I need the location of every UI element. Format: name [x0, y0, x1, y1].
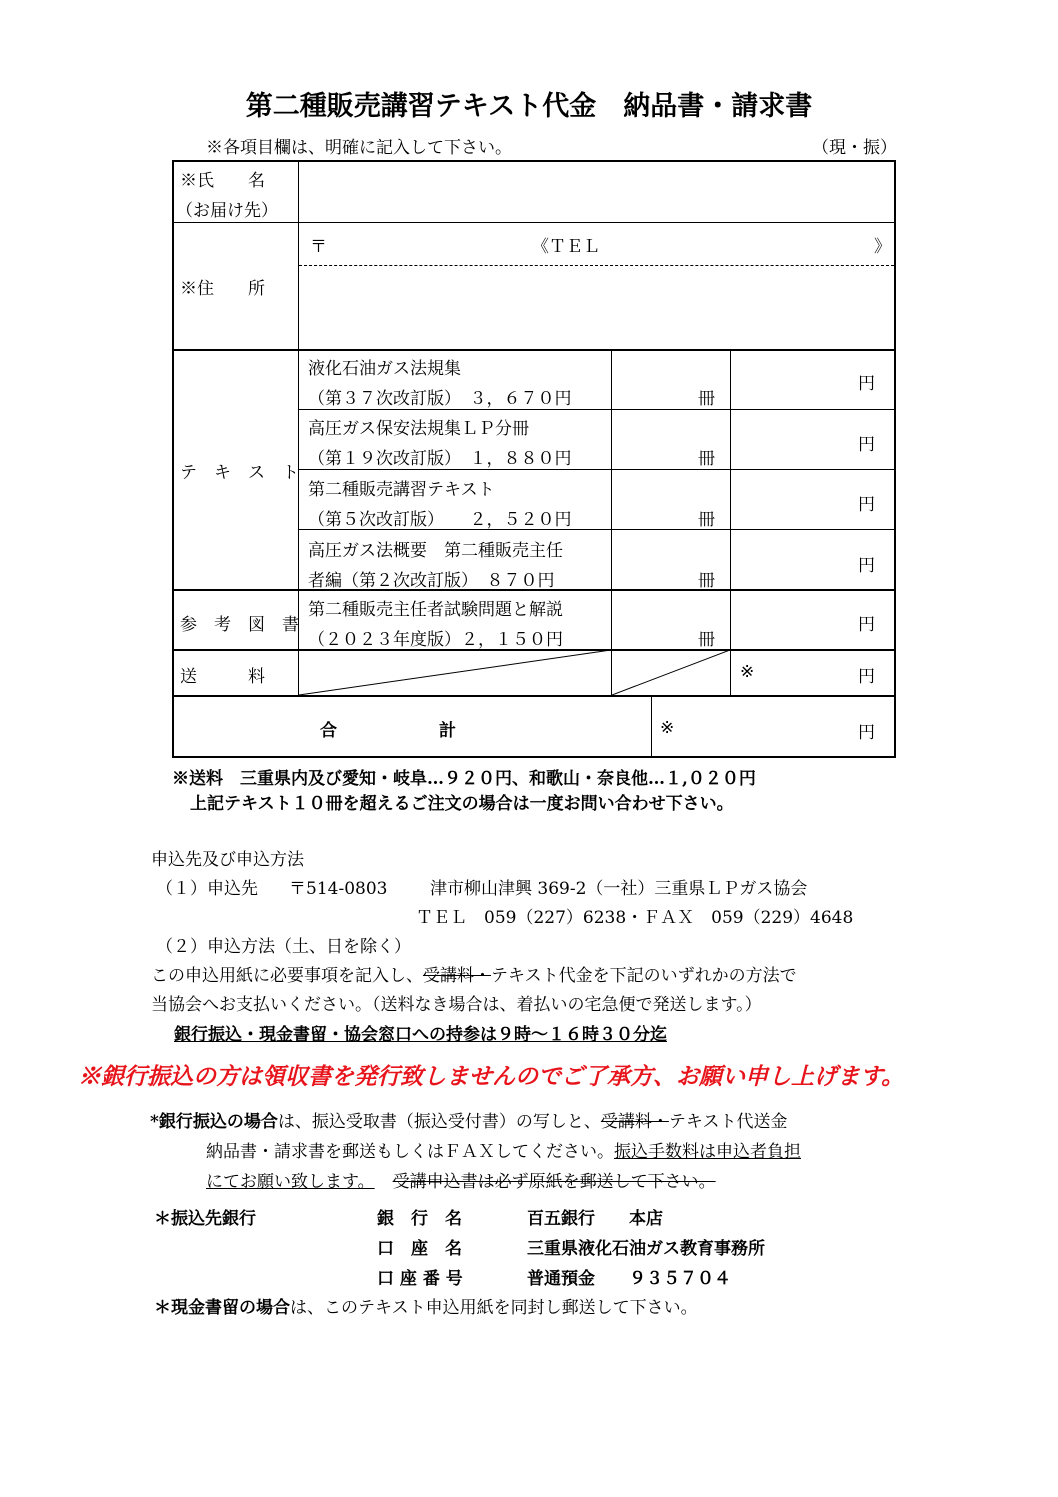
item-4-title: 高圧ガス法概要 第二種販売主任	[308, 541, 563, 561]
instruction-note: ※各項目欄は、明確に記入して下さい。	[206, 138, 512, 158]
bank-transfer-text-b: テキスト代送金	[668, 1112, 788, 1132]
bank-fee-note-end: にてお願い致します。	[206, 1172, 375, 1192]
reference-label: 参 考 図 書	[180, 615, 299, 635]
shipping-note-line1: ※送料 三重県内及び愛知・岐阜…９２０円、和歌山・奈良他…１,０２０円	[172, 769, 756, 789]
shipping-note-line2: 上記テキスト１０冊を超えるご注文の場合は一度お問い合わせ下さい。	[190, 794, 734, 814]
application-method-label: （２）申込方法（土、日を除く）	[156, 937, 411, 957]
bank-fee-note: 振込手数料は申込者負担	[614, 1142, 801, 1162]
application-hours: 銀行振込・現金書留・協会窓口への持参は９時～１６時３０分迄	[174, 1025, 667, 1045]
item-1-qty-unit: 冊	[698, 389, 715, 409]
item-3-title: 第二種販売講習テキスト	[308, 480, 495, 500]
shipping-qty-diagonal	[612, 650, 730, 695]
cash-mail-text: は、このテキスト申込用紙を同封し郵送して下さい。	[290, 1298, 698, 1318]
application-dest-label: （１）申込先	[156, 879, 258, 899]
row-divider	[174, 695, 894, 697]
application-method-line2: 当協会へお支払いください。（送料なき場合は、着払いの宅急便で発送します。）	[151, 995, 762, 1015]
bank-transfer-label: *銀行振込の場合	[150, 1112, 278, 1132]
page-title: 第二種販売講習テキスト代金 納品書・請求書	[245, 91, 813, 122]
item-2-edition: （第１９次改訂版） １，８８０円	[308, 449, 572, 469]
item-3-yen-unit: 円	[858, 495, 875, 515]
item-3-qty-unit: 冊	[698, 510, 715, 530]
item-5-edition: （２０２３年度版）２，１５０円	[308, 630, 563, 650]
row-divider	[298, 469, 894, 470]
order-form	[172, 160, 896, 758]
bank-name-key: 銀 行 名	[377, 1209, 462, 1229]
item-1-title: 液化石油ガス法規集	[308, 359, 461, 379]
account-number-value: 普通預金 ９３５７０４	[527, 1269, 731, 1289]
shipping-label: 送 料	[180, 667, 265, 687]
shipping-yen-unit: 円	[858, 667, 875, 687]
address-label: ※住 所	[180, 279, 265, 299]
item-5-yen-unit: 円	[858, 615, 875, 635]
item-5-qty-unit: 冊	[698, 630, 715, 650]
row-divider	[174, 349, 894, 351]
item-2-title: 高圧ガス保安法規集ＬＰ分冊	[308, 419, 529, 439]
name-label: ※氏 名	[180, 171, 265, 191]
item-1-edition: （第３７次改訂版） ３，６７０円	[308, 389, 572, 409]
qty-column-divider	[611, 350, 612, 696]
item-1-yen-unit: 円	[858, 374, 875, 394]
bank-transfer-line2	[206, 1137, 801, 1162]
item-2-qty-unit: 冊	[698, 449, 715, 469]
receipt-warning: ※銀行振込の方は領収書を発行致しませんのでご了承方、お願い申し上げます。	[78, 1063, 905, 1090]
bank-name-value: 百五銀行 本店	[527, 1209, 663, 1229]
application-contact: ＴＥＬ 059（227）6238・ＦＡＸ 059（229）4648	[416, 908, 854, 928]
bank-transfer-struck-note: 受講申込書は必ず原紙を郵送して下さい。	[392, 1172, 716, 1192]
item-4-qty-unit: 冊	[698, 571, 715, 591]
tel-close: 》	[874, 237, 891, 257]
bank-transfer-struck: 受講料・	[600, 1112, 669, 1132]
application-address: 津市柳山津興 369-2（一社）三重県ＬＰガス協会	[430, 879, 808, 899]
shipping-diagonal	[299, 650, 611, 695]
address-field[interactable]	[299, 266, 894, 349]
application-heading: 申込先及び申込方法	[151, 850, 304, 870]
item-2-yen-unit: 円	[858, 435, 875, 455]
text-label: テ キ ス ト	[180, 463, 299, 483]
account-name-key: 口 座 名	[377, 1239, 462, 1259]
name-field[interactable]	[299, 162, 894, 222]
postal-mark: 〒	[310, 237, 327, 257]
item-3-edition: （第５次改訂版） ２，５２０円	[308, 510, 572, 530]
payment-type: （現・振）	[812, 138, 897, 158]
total-yen-unit: 円	[858, 723, 875, 743]
amount-column-divider	[730, 350, 731, 696]
item-4-edition: 者編（第２次改訂版） ８７０円	[308, 571, 555, 591]
account-number-key: 口 座 番 号	[377, 1269, 463, 1289]
total-label: 合 計	[320, 721, 456, 741]
item-4-yen-unit: 円	[858, 556, 875, 576]
item-5-title: 第二種販売主任者試験問題と解説	[308, 600, 563, 620]
total-asterisk: ※	[660, 718, 675, 738]
row-divider	[174, 222, 894, 223]
application-method-line1	[151, 961, 797, 986]
account-name-value: 三重県液化石油ガス教育事務所	[527, 1239, 765, 1259]
bank-transfer-line2-a: 納品書・請求書を郵送もしくはＦＡＸしてください。	[206, 1142, 614, 1162]
bank-transfer-line3	[206, 1167, 716, 1192]
row-divider	[298, 409, 894, 410]
bank-transfer-line1	[150, 1107, 788, 1132]
bank-label: ＊振込先銀行	[154, 1209, 256, 1229]
total-column-divider	[651, 696, 652, 758]
application-postal: 〒514-0803	[289, 879, 388, 899]
cash-mail-line	[154, 1293, 698, 1318]
method-text-b: テキスト代金を下記のいずれかの方法で	[491, 966, 797, 986]
bank-transfer-text-a: は、振込受取書（振込受付書）の写しと、	[277, 1112, 601, 1132]
cash-mail-label: ＊現金書留の場合	[154, 1298, 290, 1318]
method-struck-text: 受講料・	[423, 966, 491, 986]
tel-label: 《ＴＥＬ	[532, 237, 600, 257]
name-sub-label: （お届け先）	[176, 201, 278, 221]
shipping-asterisk: ※	[740, 662, 755, 682]
method-text-a: この申込用紙に必要事項を記入し、	[151, 966, 423, 986]
